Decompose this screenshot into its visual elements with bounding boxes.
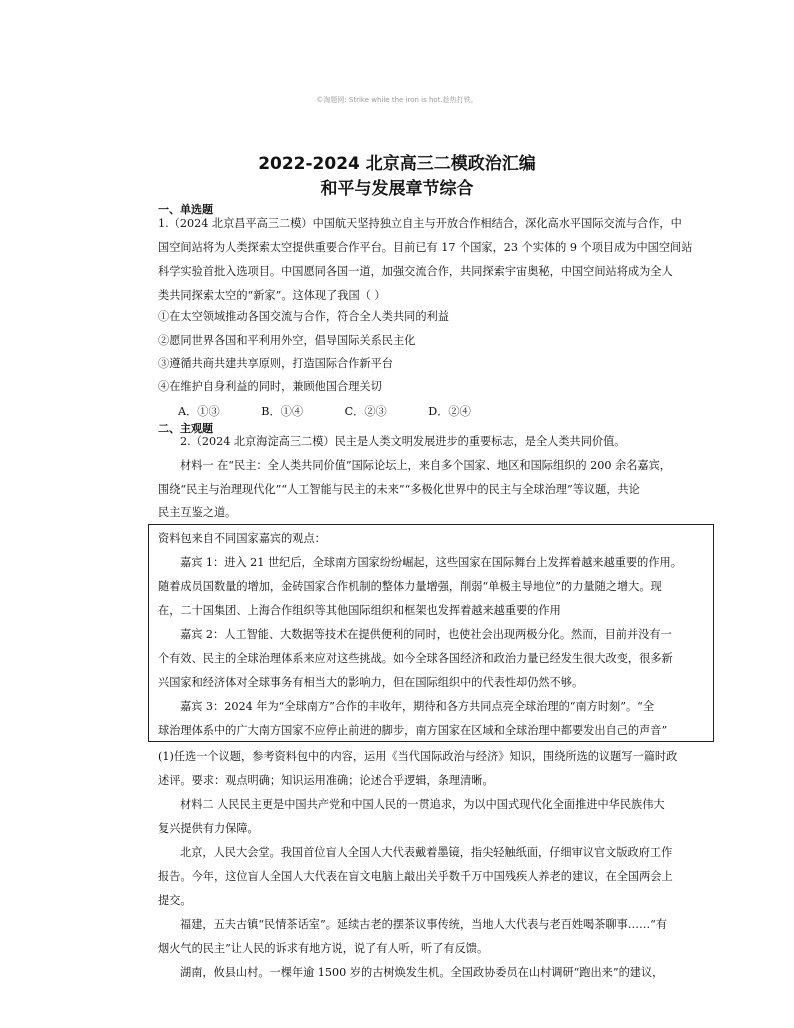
material-1-line: 民主互鉴之道。 xyxy=(158,506,237,519)
question-1-line: 1.（2024 北京昌平高三二模）中国航天坚持独立自主与开放合作相结合，深化高水平国际交流与合作，中 xyxy=(158,217,682,230)
material-2-line: 湖南，攸县山村。一棵年逾 1500 岁的古树焕发生机。全国政协委员在山村调研“跑出来”的建议， xyxy=(180,966,664,979)
option-b[interactable]: B．①④ xyxy=(261,405,304,418)
material-box-line: 兴国家和经济体对全球事务有相当大的影响力，但在国际组织中的代表性却仍然不够。 xyxy=(158,676,584,689)
material-box-line: 球治理体系中的广大南方国家不应停止前进的脚步，南方国家在区域和全球治理中都要发出自己的声音” xyxy=(158,724,668,737)
task-1-line: (1)任选一个议题，参考资料包中的内容，运用《当代国际政治与经济》知识，围绕所选的议题写一篇时政 xyxy=(158,750,678,763)
section-heading-single-choice: 一、单选题 xyxy=(158,203,213,216)
material-2-line: 北京，人民大会堂。我国首位盲人全国人大代表戴着墨镜，指尖轻触纸面，仔细审议官文版政府工作 xyxy=(180,846,673,859)
statement-1: ①在太空领域推动各国交流与合作，符合全人类共同的利益 xyxy=(158,310,449,323)
page-title: 2022-2024 北京高三二模政治汇编 xyxy=(258,154,536,174)
material-1-line: 材料一 在“民主：全人类共同价值”国际论坛上，来自多个国家、地区和国际组织的 200 余名嘉宾， xyxy=(180,459,671,472)
material-box-line: 随着成员国数量的增加，金砖国家合作机制的整体力量增强，削弱“单极主导地位”的力量随之增大。现 xyxy=(158,580,662,593)
material-2-line: 报告。今年，这位盲人全国人大代表在盲文电脑上敲出关乎数千万中国残疾人养老的建议，在全国两会上 xyxy=(158,870,673,883)
watermark-text: ©淘题网: Strike while the iron is hot.趁热打铁。 xyxy=(316,96,478,104)
statement-2: ②愿同世界各国和平利用外空，倡导国际关系民主化 xyxy=(158,334,416,347)
statement-3: ③遵循共商共建共享原则，打造国际合作新平台 xyxy=(158,357,393,370)
option-a[interactable]: A．①③ xyxy=(178,405,220,418)
material-box-line: 在，二十国集团、上海合作组织等其他国际组织和框架也发挥着越来越重要的作用 xyxy=(158,604,561,617)
section-heading-subjective: 二、主观题 xyxy=(158,422,213,435)
question-1-line: 科学实验首批入选项目。中国愿同各国一道，加强交流合作，共同探索宇宙奥秘，中国空间站将成为全人 xyxy=(158,265,673,278)
material-2-line: 材料二 人民民主更是中国共产党和中国人民的一贯追求，为以中国式现代化全面推进中华民族伟大 xyxy=(180,798,665,811)
material-1-line: 围绕“民主与治理现代化”“人工智能与民主的未来”“多极化世界中的民主与全球治理”等议题，共论 xyxy=(158,483,640,496)
material-box-line: 嘉宾 3：2024 年为“全球南方”合作的丰收年，期待和各方共同点亮全球治理的“南方时刻”。“全 xyxy=(180,700,655,713)
material-2-line: 提交。 xyxy=(158,894,192,907)
option-c[interactable]: C．②③ xyxy=(344,405,387,418)
statement-4: ④在维护自身利益的同时，兼顾他国合理关切 xyxy=(158,380,382,393)
material-box-line: 个有效、民主的全球治理体系来应对这些挑战。如今全球各国经济和政治力量已经发生很大改变，很多新 xyxy=(158,652,673,665)
material-2-line: 复兴提供有力保障。 xyxy=(158,822,259,835)
material-2-line: 烟火气的民主”让人民的诉求有地方说，说了有人听，听了有反馈。 xyxy=(158,942,489,955)
page-subtitle: 和平与发展章节综合 xyxy=(320,179,474,199)
question-2-intro: 2.（2024 北京海淀高三二模）民主是人类文明发展进步的重要标志，是全人类共同价值。 xyxy=(180,435,626,448)
material-box-line: 嘉宾 1：进入 21 世纪后，全球南方国家纷纷崛起，这些国家在国际舞台上发挥着越来越重要的作用。 xyxy=(180,556,682,569)
material-2-line: 福建，五夫古镇“民情茶话室”。延续古老的摆茶议事传统，当地人大代表与老百姓喝茶聊事……“有 xyxy=(180,918,668,931)
question-1-line: 国空间站将为人类探索太空提供重要合作平台。目前已有 17 个国家，23 个实体的 9 个项目成为中国空间站 xyxy=(158,241,693,254)
question-1-line: 类共同探索太空的“新家”。这体现了我国（ ） xyxy=(158,289,386,302)
material-box-line: 资料包来自不同国家嘉宾的观点： xyxy=(158,532,326,545)
task-1-line: 述评。要求：观点明确；知识运用准确；论述合乎逻辑，条理清晰。 xyxy=(158,774,494,787)
option-d[interactable]: D．②④ xyxy=(428,405,471,418)
material-box-line: 嘉宾 2：人工智能、大数据等技术在提供便利的同时，也使社会出现两极分化。然而，目前并没有一 xyxy=(180,628,672,641)
answer-options xyxy=(178,403,509,419)
